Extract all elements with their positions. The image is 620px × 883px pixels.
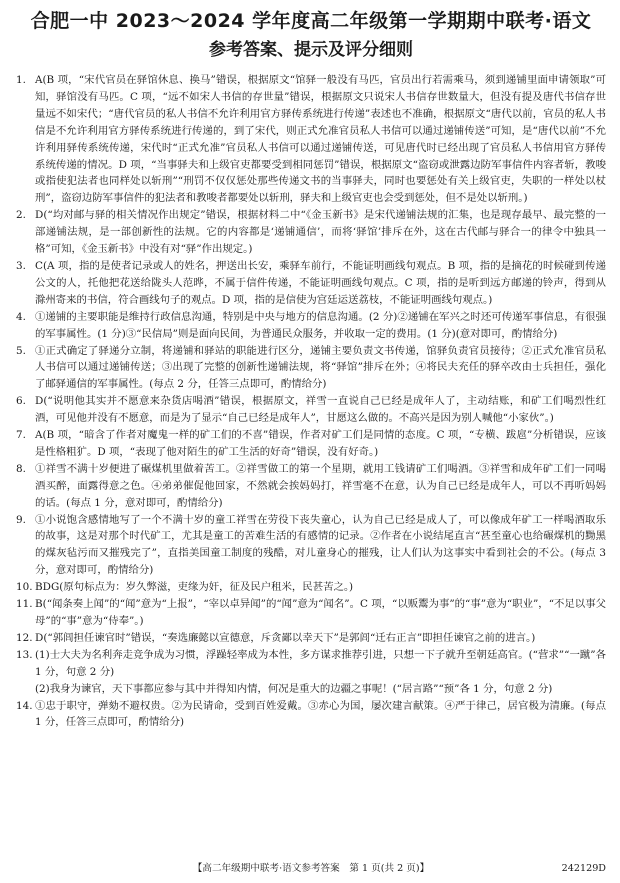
answer-text: D(“均对邮与驿的相关情况作出规定”错误，根据材料二中“《金玉新书》是宋代递铺法规的汇集，也是现存最早、最完整的一部递铺法规，是一部创新性的法规。它的内容都是‘递铺通信’，而将‘驿馆’排斥在外，这在古代邮与驿合一的律令中独具一格”可知，《金玉新书》中没有对“驿”作出规定。) <box>35 209 606 256</box>
answer-text: A(B 项，“暗含了作者对魔鬼一样的矿工们的不喜”错误，作者对矿工们是同情的态度。C 项，“专横、跋扈”分析错误，应该是性格粗犷。D 项，“表现了他对陌生的矿工生活的好奇”错误，没有好奇。) <box>35 429 606 458</box>
answer-item-7 <box>16 427 606 461</box>
answer-item-1 <box>16 72 606 207</box>
answer-item-5 <box>16 343 606 394</box>
answer-number: 1. <box>16 74 26 86</box>
answer-number: 10. <box>16 581 33 594</box>
answer-text: ①忠于职守，弹劾不避权贵。②为民请命，受到百姓爱戴。③赤心为国，屡次建言献策。④严于律己，居官极为清廉。(每点 1 分，任答三点即可，酌情给分) <box>35 699 606 729</box>
answer-number: 14. <box>16 699 33 712</box>
answer-item-4 <box>16 309 606 343</box>
answer-item-13 <box>16 647 606 698</box>
answer-item-8 <box>16 461 606 512</box>
page-subtitle: 参考答案、提示及评分细则 <box>209 40 413 60</box>
answer-text: D(“郭闾担任谏官时”错误，“奏选廉懿以宣德意，斥贪鄙以幸天下”是郭闾“迁右正言”即担任谏官之前的进言。) <box>35 631 536 644</box>
answer-item-9 <box>16 512 606 580</box>
answer-item-14 <box>16 698 606 732</box>
answer-number: 4. <box>16 310 26 323</box>
answer-number: 8. <box>16 462 26 475</box>
answer-text: ①递铺的主要职能是维持行政信息沟通，特别是中央与地方的信息沟通。(2 分)②递铺在军兴之时还可传递军事信息，有很强的军事属性。(1 分)③“民信局”则是面向民间，为普通民众服务，并收取一定的费用。(1 分)(意对即可，酌情给分) <box>35 310 606 340</box>
page-title: 合肥一中 2023～2024 学年度高二年级第一学期期中联考·语文 <box>30 10 592 32</box>
answer-text: ①小说饱含感情地写了一个不满十岁的童工祥雪在劳役下丧失童心，认为自己已经是成人了，可以像成年矿工一样喝酒取乐的故事，这是对那个时代矿工，尤其是童工的苦难生活的有感情的记录。②作者在小说结尾直言“甚至童心也给碾煤机的黝黑的煤灰毡污而又摧残完了”，直指美国童工制度的残酷，对儿童身心的摧残，让人们认为这事实中看到社会的不公。(每点 3 分，意对即可，酌情给分) <box>35 513 606 577</box>
answer-item-2 <box>16 207 606 258</box>
answer-number: 5. <box>16 344 26 357</box>
answer-number: 9. <box>16 513 26 526</box>
answer-number: 7. <box>16 429 26 442</box>
footer-page-info: 【高二年级期中联考·语文参考答案 第 1 页(共 2 页)】 <box>192 863 430 874</box>
answer-item-3 <box>16 258 606 309</box>
answer-text: (1)士大夫为名利奔走竞争成为习惯，浮躁轻率成为本性，多方谋求推荐引进，只想一下子就升至朝廷高官。(“营求”“一蹴”各 1 分，句意 2 分) <box>35 648 606 678</box>
answer-item-6 <box>16 393 606 427</box>
answer-text: C(A 项，指的是使者记录或人的姓名，押送出长安，乘驿车前行，不能证明画线句观点。B 项，指的是摘花的时候碰到传递公文的人，托他把花送给陇头人范晔，不属于信件传递，不能证明画线句观点。C 项，指的是听到远方邮递的铃声，得到从滁州寄来的书信，符合画线句子的观点。D 项，指的是信使为宫廷运送荔枝，不能证明画线句观点。) <box>35 259 606 306</box>
answer-number: 6. <box>16 395 26 408</box>
answer-number: 13. <box>16 648 33 661</box>
answer-text: A(B 项，“宋代官员在驿馆休息、换马”错误，根据原文“馆驿一般没有马匹，官员出行若需乘马，须到递铺里面申请领取”可知，驿馆没有马匹。C 项，“远不如宋人书信的存世量”错误，根据原文只说宋人书信存世数量大，但没有提及唐代书信存世量远不如宋代；“唐代官员的私人书信不允许利用官方驿传系统进行传递”表述也不准确，根据原文“唐代以前，官员的私人书信是不允许利用官方驿传系统进行传递的，到了宋代，则正式允准官员私人书信可以通过递铺传送”可知，是“唐代以前”不允许利用驿传系统传递，宋代时“正式允准”官员私人书信可以通过递铺传送，可见唐代时已经出现了官员私人书信用官方驿传系统传递的情况。D 项，“当事驿夫和上级官吏都要受到相同惩罚”错误，根据原文“盗窃或泄露边防军事信件内容者斩，教唆或指使犯法者也同样处以斩刑”“刑罚不仅仅惩处那些传递文书的当事驿夫，同时也要惩处有关上级官吏，失职的一样处以杖刑”，盗窃边防军事信件的犯法者和教唆者都要处以斩刑，驿夫和上级官吏也会受到惩处，但不是处以斩刑。) <box>35 74 606 205</box>
answer-text: ①祥雪不满十岁便进了碾煤机里做着苦工。②祥雪做工的第一个星期，就用工钱请矿工们喝酒。③祥雪和成年矿工们一同喝酒买醉，面露得意之色。④弟弟催促他回家，不然就会挨妈妈打，祥雪毫不在意，认为自己已经是成年人，可以不再听妈妈的话。(每点 1 分，意对即可，酌情给分) <box>35 462 606 509</box>
answer-number: 2. <box>16 209 26 222</box>
answer-number: 11. <box>16 598 33 611</box>
answer-item-10 <box>16 579 606 596</box>
answer-text: B(“闻条奏上闻”的“闻”意为“上报”，“宰以卓异闻”的“闻”意为“闻名”。C 项，“以贩鬻为事”的“事”意为“职业”，“不足以事父母”的“事”意为“侍奉”。) <box>35 598 606 627</box>
answer-number: 12. <box>16 631 33 644</box>
answer-text-part-2: (2)我身为谏官，天下事都应参与其中并得知内情，何况是重大的边疆之事呢！(“居言路”“预”各 1 分，句意 2 分) <box>35 682 553 695</box>
footer-doc-code: 242129D <box>561 863 606 874</box>
answer-item-12 <box>16 630 606 647</box>
answer-text: BDG(原句标点为：岁久弊滋，吏缘为奸，征及民户租米，民甚苦之。) <box>35 581 354 594</box>
answer-text: ①正式确定了驿递分立制，将递铺和驿站的职能进行区分，递铺主要负责文书传递，馆驿负责官员接待；②正式允准官员私人书信可以通过递铺传送；③出现了完整的创新性递铺法规，将“驿馆”排斥在外；④将民夫充任的驿卒改由士兵担任，强化了邮驿通信的军事属性。(每点 2 分，任答三点即可，酌情给分) <box>35 344 606 391</box>
answer-list <box>16 72 606 731</box>
answer-text: D(“说明他其实并不愿意来杂货店喝酒”错误，根据原文，祥雪一直说自己已经是成年人了，主动结账，和矿工们喝烈性红酒，可见他并没有不愿意，而是为了显示“自己已经是成年人”，甘愿这么做的。不高兴是因为别人喊他“小家伙”。) <box>35 395 606 425</box>
answer-item-11 <box>16 596 606 630</box>
page-footer <box>16 862 606 876</box>
answer-number: 3. <box>16 259 26 272</box>
